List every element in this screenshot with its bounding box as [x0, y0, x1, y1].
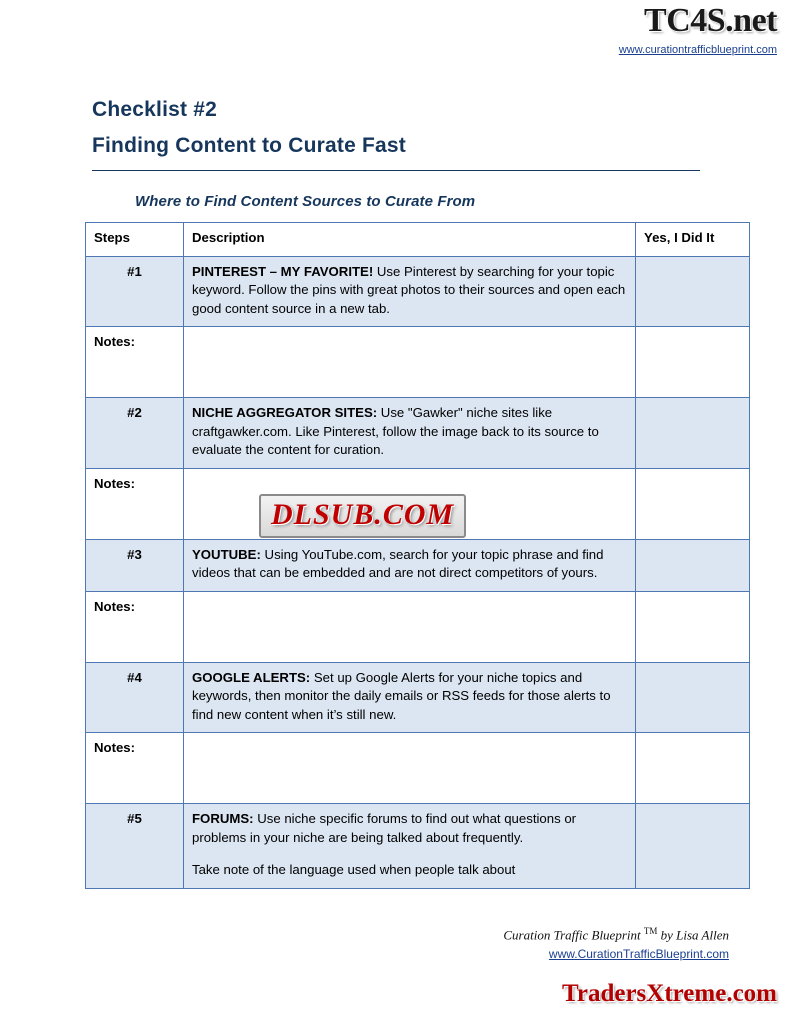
step-description	[184, 256, 636, 327]
step-title: GOOGLE ALERTS:	[192, 669, 311, 685]
footer-credit-post: by Lisa Allen	[657, 927, 729, 943]
step-text: Use "Gawker" niche sites like craftgawker.com. Like Pinterest, follow the image back to its source to evaluate the content for curation.	[192, 405, 599, 457]
checklist-table	[85, 222, 750, 889]
table-row	[86, 662, 750, 733]
footer-url[interactable]: www.CurationTrafficBlueprint.com	[548, 947, 729, 962]
notes-row	[86, 733, 750, 804]
yes-checkbox-cell[interactable]	[636, 256, 750, 327]
notes-row	[86, 327, 750, 398]
table-row	[86, 539, 750, 591]
table-header-row	[86, 223, 750, 257]
paragraph-spacer	[192, 847, 627, 861]
step-number: #2	[86, 398, 184, 469]
step-text: Set up Google Alerts for your niche topics and keywords, then monitor the daily emails or RSS feeds for those alerts to find new content when it’s still new.	[192, 669, 611, 722]
page-footer	[209, 926, 729, 961]
yes-checkbox-cell[interactable]	[636, 468, 750, 539]
page-title-block	[92, 92, 702, 171]
yes-checkbox-cell[interactable]	[636, 804, 750, 889]
page-title-line2: Finding Content to Curate Fast	[92, 134, 406, 157]
step-description	[184, 662, 636, 733]
footer-credit-pre: Curation Traffic Blueprint	[503, 927, 644, 943]
step-description	[184, 804, 636, 889]
step-number: #1	[86, 256, 184, 327]
step-title: PINTEREST – MY FAVORITE!	[192, 263, 374, 279]
title-divider	[92, 170, 700, 171]
notes-label: Notes:	[86, 327, 184, 398]
column-header-description: Description	[184, 223, 636, 257]
table-row	[86, 256, 750, 327]
yes-checkbox-cell[interactable]	[636, 398, 750, 469]
center-watermark: DLSUB.COM	[259, 494, 466, 538]
step-description	[184, 398, 636, 469]
notes-row	[86, 591, 750, 662]
notes-label: Notes:	[86, 468, 184, 539]
step-title: FORUMS:	[192, 811, 254, 826]
top-watermark-url[interactable]: www.curationtrafficblueprint.com	[618, 44, 777, 56]
column-header-steps: Steps	[86, 223, 184, 257]
step-text: Use niche specific forums to find out what questions or problems in your niche are being talked about frequently.	[192, 811, 577, 845]
page-title-line1: Checklist #2	[92, 98, 217, 121]
bottom-watermark: TradersXtreme.com	[562, 980, 777, 1007]
step-number: #3	[86, 539, 184, 591]
table-row	[86, 804, 750, 889]
step-text-continued: Take note of the language used when people talk about	[192, 862, 516, 877]
top-watermark-brand: TC4S.net	[644, 2, 777, 39]
table-row	[86, 398, 750, 469]
step-text: Use Pinterest by searching for your topic keyword. Follow the pins with great photos to their sources and open each good content source in a new tab.	[192, 263, 626, 316]
trademark-symbol: TM	[643, 926, 658, 936]
step-number: #4	[86, 662, 184, 733]
step-number: #5	[86, 804, 184, 889]
table-body	[86, 256, 750, 888]
footer-credit	[209, 926, 729, 943]
column-header-yes: Yes, I Did It	[636, 223, 750, 257]
yes-checkbox-cell[interactable]	[636, 539, 750, 591]
notes-label: Notes:	[86, 591, 184, 662]
top-watermark	[619, 2, 777, 56]
yes-checkbox-cell[interactable]	[636, 327, 750, 398]
yes-checkbox-cell[interactable]	[636, 733, 750, 804]
yes-checkbox-cell[interactable]	[636, 662, 750, 733]
table-header	[86, 223, 750, 257]
notes-input-area[interactable]	[184, 591, 636, 662]
notes-label: Notes:	[86, 733, 184, 804]
step-title: NICHE AGGREGATOR SITES:	[192, 405, 378, 420]
step-description	[184, 539, 636, 591]
notes-input-area[interactable]	[184, 327, 636, 398]
step-text: Using YouTube.com, search for your topic phrase and find videos that can be embedded and are not direct competitors of yours.	[192, 546, 604, 580]
step-title: YOUTUBE:	[192, 546, 261, 562]
yes-checkbox-cell[interactable]	[636, 591, 750, 662]
section-subtitle: Where to Find Content Sources to Curate From	[135, 193, 476, 210]
notes-input-area[interactable]	[184, 733, 636, 804]
